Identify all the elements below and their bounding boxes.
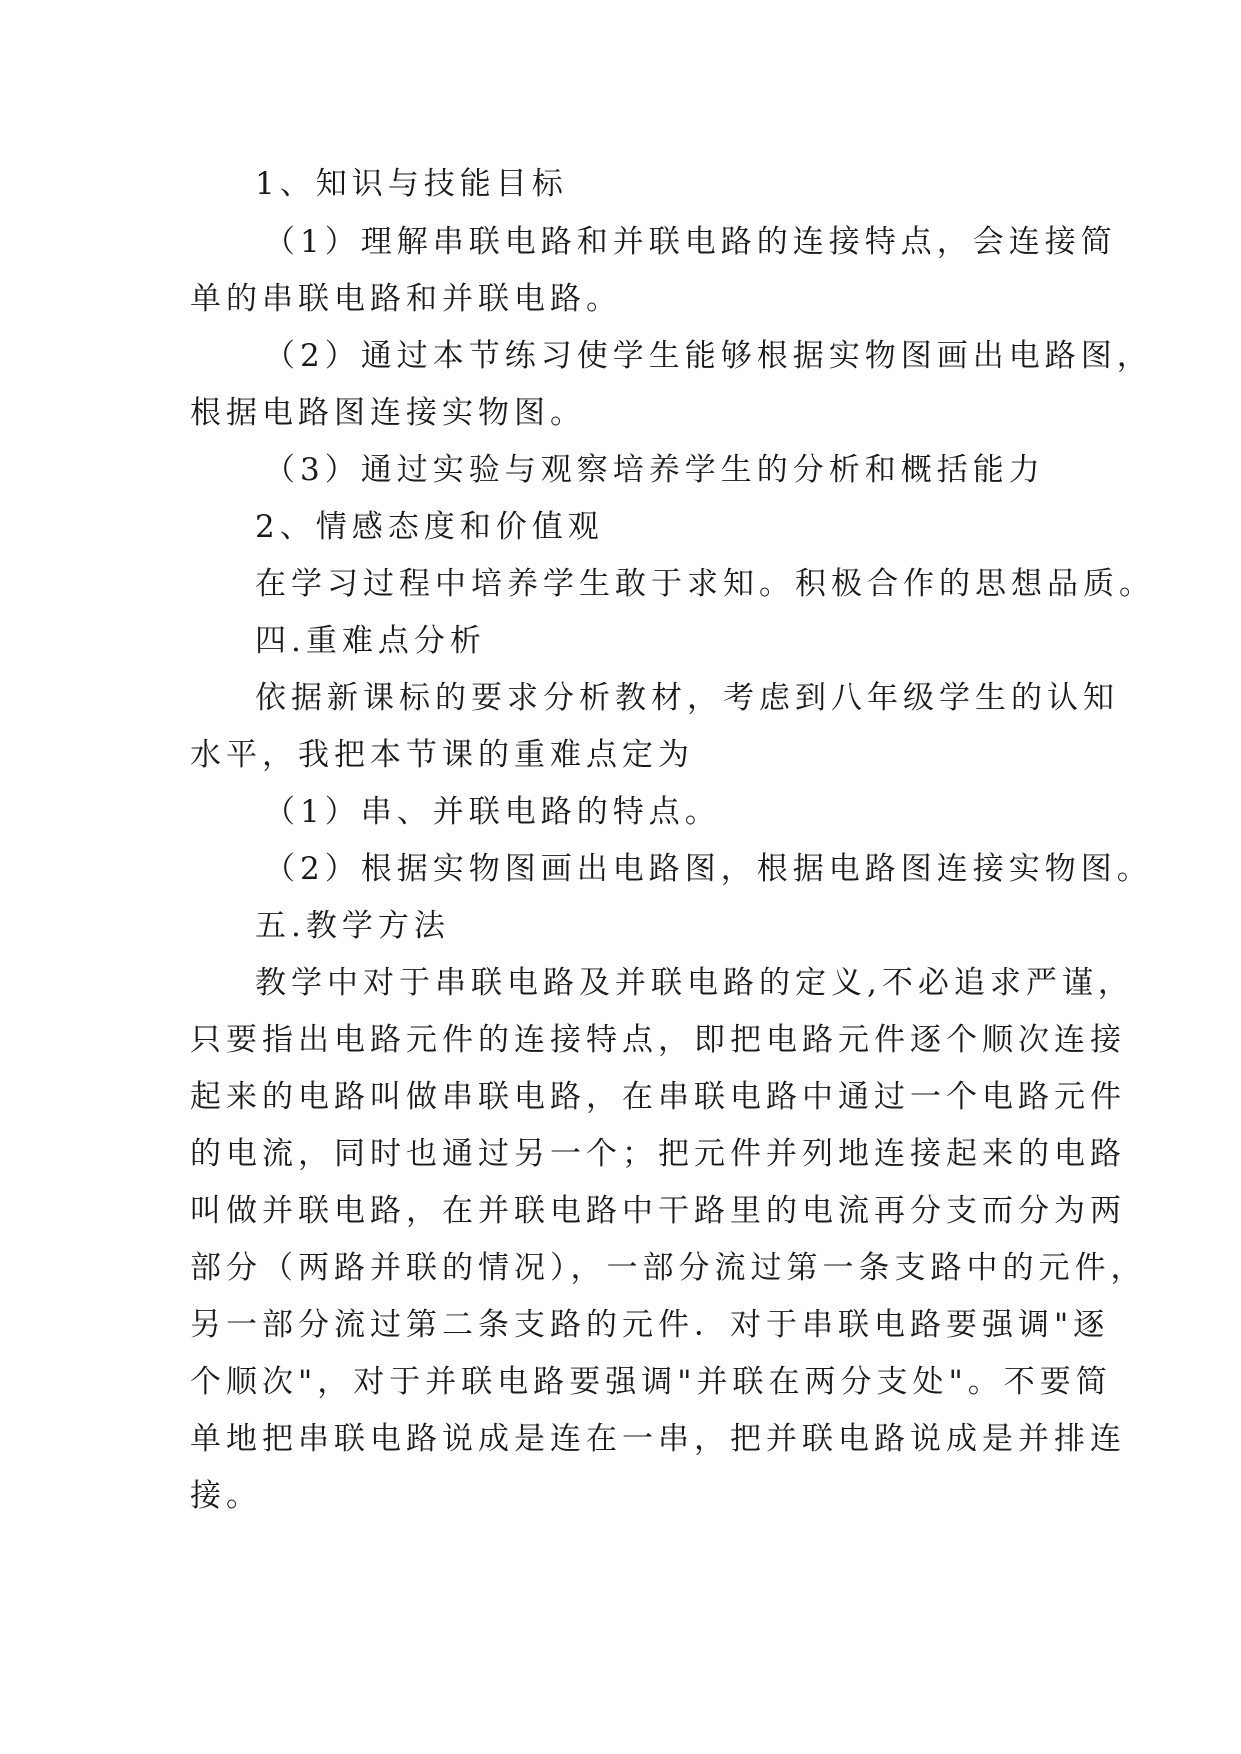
paragraph-line: （2）通过本节练习使学生能够根据实物图画出电路图，: [264, 338, 1153, 374]
paragraph-line: 根据电路图连接实物图。: [190, 395, 586, 431]
paragraph-line: （1）串、并联电路的特点。: [264, 794, 721, 830]
paragraph-line: 单的串联电路和并联电路。: [190, 281, 622, 317]
paragraph-line: 叫做并联电路，在并联电路中干路里的电流再分支而分为两: [190, 1193, 1126, 1229]
paragraph-line: 依据新课标的要求分析教材，考虑到八年级学生的认知: [255, 680, 1119, 716]
paragraph-line: 的电流，同时也通过另一个；把元件并列地连接起来的电路: [190, 1136, 1126, 1172]
paragraph-line: （1）理解串联电路和并联电路的连接特点，会连接简: [264, 224, 1117, 260]
paragraph-line: 教学中对于串联电路及并联电路的定义,不必追求严谨，: [255, 965, 1134, 1001]
paragraph-line: （3）通过实验与观察培养学生的分析和概括能力: [264, 452, 1045, 488]
paragraph-line: 水平，我把本节课的重难点定为: [190, 737, 694, 773]
paragraph-line: 部分（两路并联的情况），一部分流过第一条支路中的元件，: [190, 1250, 1147, 1286]
paragraph-line: 另一部分流过第二条支路的元件．对于串联电路要强调"逐: [190, 1307, 1110, 1343]
paragraph-line: 接。: [190, 1478, 262, 1514]
paragraph-line: 只要指出电路元件的连接特点，即把电路元件逐个顺次连接: [190, 1022, 1126, 1058]
paragraph-line: 个顺次"，对于并联电路要强调"并联在两分支处"。不要简: [190, 1364, 1112, 1400]
heading-key-difficulties: 四.重难点分析: [255, 623, 486, 659]
paragraph-line: （2）根据实物图画出电路图，根据电路图连接实物图。: [264, 851, 1153, 887]
paragraph-line: 单地把串联电路说成是连在一串，把并联电路说成是并排连: [190, 1421, 1126, 1457]
heading-attitude-values: 2、情感态度和价值观: [255, 509, 604, 545]
paragraph-line: 起来的电路叫做串联电路，在串联电路中通过一个电路元件: [190, 1079, 1126, 1115]
paragraph-line: 在学习过程中培养学生敢于求知。积极合作的思想品质。: [255, 566, 1155, 602]
heading-knowledge-skills: 1、知识与技能目标: [255, 166, 568, 202]
heading-teaching-methods: 五.教学方法: [255, 908, 450, 944]
